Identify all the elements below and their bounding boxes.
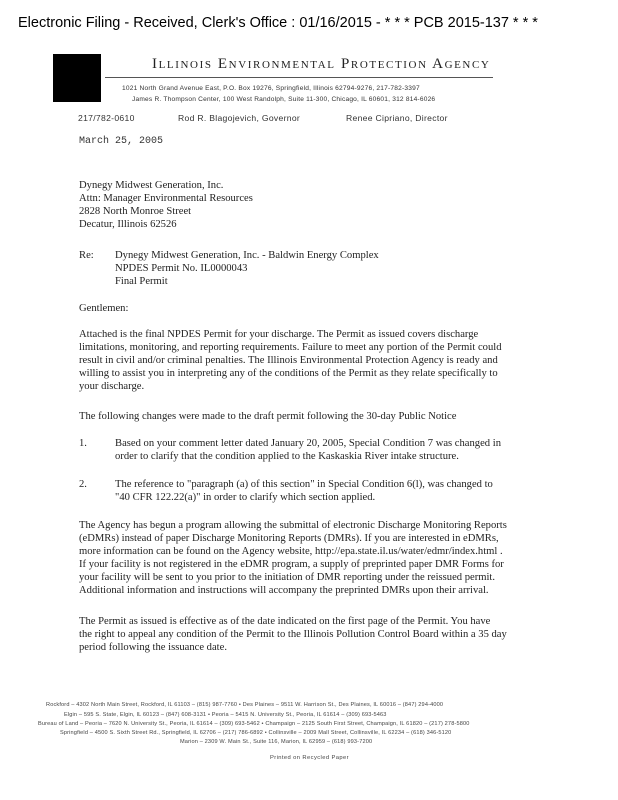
change-1-text — [115, 437, 501, 463]
re-subject — [115, 249, 379, 288]
change-line: The reference to "paragraph (a) of this section" in Special Condition 6(l), was changed to — [115, 479, 493, 490]
change-line: "40 CFR 122.22(a)" in order to clarify which section applied. — [115, 492, 376, 503]
paragraph-line: If your facility is not registered in the eDMR program, a supply of preprinted paper DMR Forms for — [79, 559, 504, 570]
paragraph-line: The Agency has begun a program allowing the submittal of electronic Discharge Monitoring Reports — [79, 520, 507, 531]
agency-address-springfield: 1021 North Grand Avenue East, P.O. Box 19276, Springfield, Illinois 62794-9276, 217-782-3397 — [122, 85, 420, 92]
recipient-line: Decatur, Illinois 62526 — [79, 219, 177, 230]
change-line: Based on your comment letter dated January 20, 2005, Special Condition 7 was changed in — [115, 438, 501, 449]
footer-office-line: Bureau of Land – Peoria – 7620 N. University St., Peoria, IL 61614 – (309) 693-5462 • Champaign – 2125 South First Street, Champaign, IL 61820 – (217) 278-5800 — [38, 721, 470, 727]
paragraph-line: Additional information and instructions will accompany the preprinted DMRs upon their arrival. — [79, 585, 489, 596]
recipient-line: Dynegy Midwest Generation, Inc. — [79, 180, 224, 191]
re-line: NPDES Permit No. IL0000043 — [115, 263, 248, 274]
change-1-number: 1. — [79, 438, 87, 449]
agency-logo — [53, 54, 101, 102]
letterhead-governor: Rod R. Blagojevich, Governor — [178, 113, 301, 123]
paragraph-changes-intro: The following changes were made to the draft permit following the 30-day Public Notice — [79, 411, 457, 422]
change-line: order to clarify that the condition applied to the Kaskaskia River intake structure. — [115, 451, 459, 462]
paragraph-line: willing to assist you in interpreting any of the conditions of the Permit as they relate specifically to — [79, 368, 498, 379]
paragraph-line: period following the issuance date. — [79, 642, 227, 653]
agency-name: Illinois Environmental Protection Agency — [152, 56, 491, 72]
re-label: Re: — [79, 250, 94, 261]
change-2-text — [115, 478, 493, 504]
re-line: Dynegy Midwest Generation, Inc. - Baldwin Energy Complex — [115, 250, 379, 261]
paragraph-line: result in civil and/or criminal penalties. The Illinois Environmental Protection Agency is ready and — [79, 355, 498, 366]
letterhead-divider — [105, 77, 493, 78]
recipient-line: Attn: Manager Environmental Resources — [79, 193, 253, 204]
paragraph-line: limitations, monitoring, and reporting requirements. Failure to meet any portion of the Permit could — [79, 342, 502, 353]
paragraph-line: The Permit as issued is effective as of the date indicated on the first page of the Permit. You have — [79, 616, 491, 627]
re-line: Final Permit — [115, 276, 168, 287]
paragraph-line: the right to appeal any condition of the Permit to the Illinois Pollution Control Board within a 35 day — [79, 629, 507, 640]
recipient-address — [79, 179, 253, 231]
paragraph-line: more information can be found on the Agency website, http://epa.state.il.us/water/edmr/index.html . — [79, 546, 503, 557]
letterhead-director: Renee Cipriano, Director — [346, 113, 448, 123]
paragraph-appeal — [79, 615, 539, 654]
change-2-number: 2. — [79, 479, 87, 490]
footer-office-line: Rockford – 4302 North Main Street, Rockford, IL 61103 – (815) 987-7760 • Des Plaines – 9511 W. Harrison St., Des Plaines, IL 60016 – (847) 294-4000 — [46, 702, 444, 708]
letter-date: March 25, 2005 — [79, 136, 164, 147]
paragraph-edmr — [79, 519, 539, 597]
letterhead-phone: 217/782-0610 — [78, 113, 135, 123]
recipient-line: 2828 North Monroe Street — [79, 206, 192, 217]
paragraph-line: Attached is the final NPDES Permit for your discharge. The Permit as issued covers discharge — [79, 329, 479, 340]
paragraph-line: your facility will be sent to you prior to the initiation of DMR reporting under the reissued permit. — [79, 572, 496, 583]
agency-address-chicago: James R. Thompson Center, 100 West Randolph, Suite 11-300, Chicago, IL 60601, 312 814-6026 — [132, 96, 436, 103]
paragraph-final-permit — [79, 328, 539, 393]
filing-header: Electronic Filing - Received, Clerk's Office : 01/16/2015 - * * * PCB 2015-137 * * * — [18, 15, 538, 31]
paragraph-line: (eDMRs) instead of paper Discharge Monitoring Reports (DMRs). If you are interested in eDMRs, — [79, 533, 499, 544]
salutation: Gentlemen: — [79, 303, 129, 314]
footer-office-line: Springfield – 4500 S. Sixth Street Rd., Springfield, IL 62706 – (217) 786-6892 • Collinsville – 2009 Mall Street, Collinsville, IL 62234 – (618) 346-5120 — [60, 730, 452, 736]
footer-office-line: Elgin – 595 S. State, Elgin, IL 60123 – (847) 608-3131 • Peoria – 5415 N. University St., Peoria, IL 61614 – (309) 693-5463 — [64, 712, 387, 718]
paragraph-line: your discharge. — [79, 381, 145, 392]
recycled-paper-note: Printed on Recycled Paper — [270, 755, 349, 761]
footer-office-line: Marion – 2309 W. Main St., Suite 116, Marion, IL 62959 – (618) 993-7200 — [180, 739, 373, 745]
